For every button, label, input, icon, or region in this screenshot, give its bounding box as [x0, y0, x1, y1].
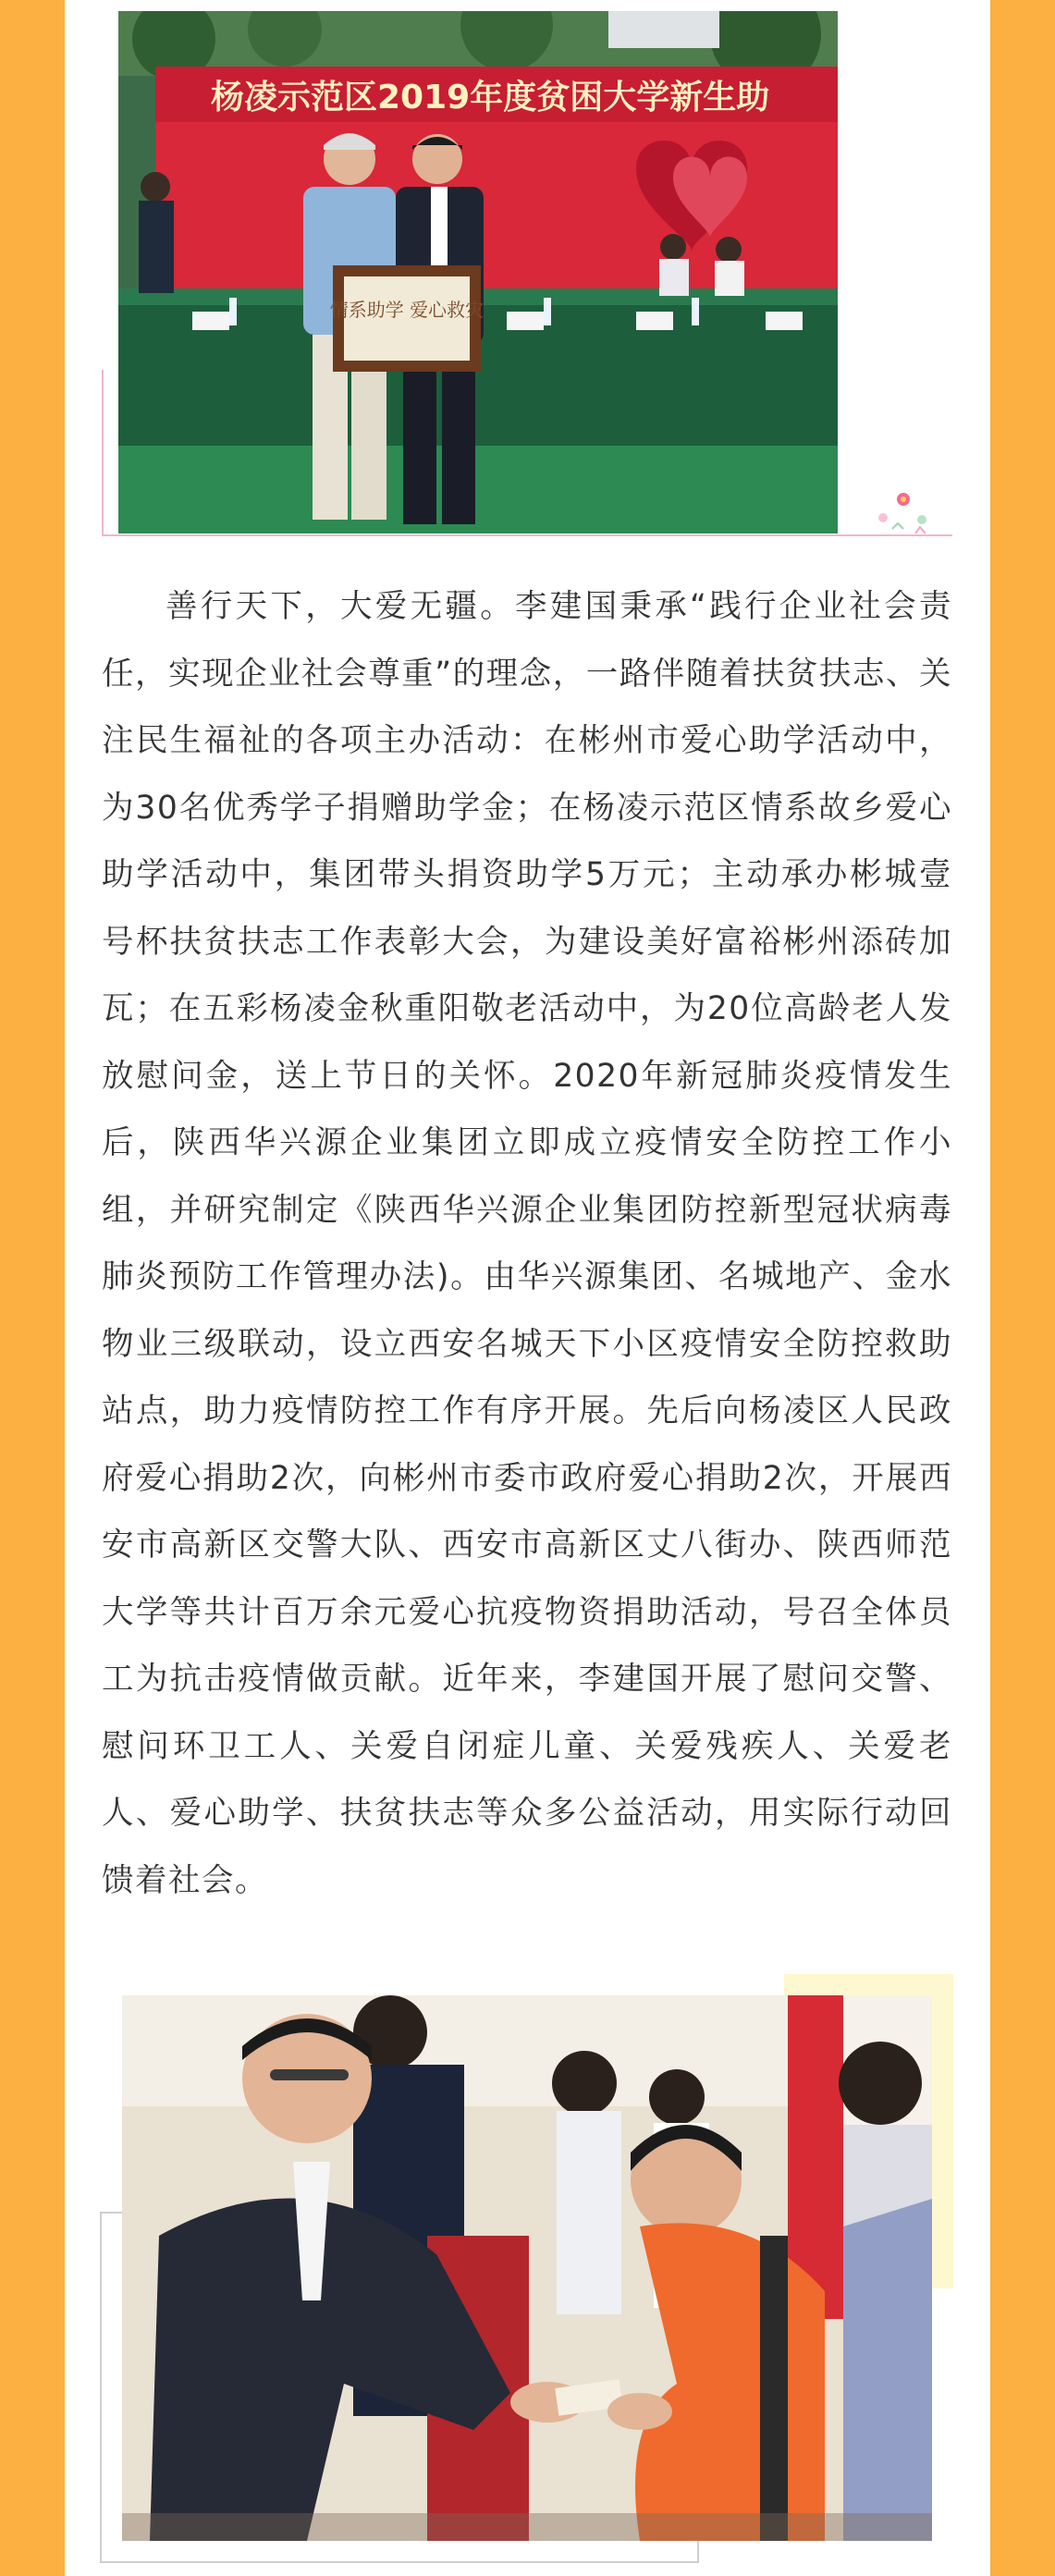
scholarship-handover-photo — [122, 1995, 932, 2541]
article-paragraph: 善行天下，大爱无疆。李建国秉承“践行企业社会责任，实现企业社会尊重”的理念，一路伴随着扶贫扶志、关注民生福祉的各项主办活动：在彬州市爱心助学活动中，为30名优秀学子捐赠助学金；在杨凌示范区情系故乡爱心助学活动中，集团带头捐资助学5万元；主动承办彬城壹号杯扶贫扶志工作表彰大会，为建设美好富裕彬州添砖加瓦；在五彩杨凌金秋重阳敬老活动中，为20位高龄老人发放慰问金，送上节日的关怀。2020年新冠肺炎疫情发生后，陕西华兴源企业集团立即成立疫情安全防控工作小组，并研究制定《陕西华兴源企业集团防控新型冠状病毒肺炎预防工作管理办法)。由华兴源集团、名城地产、金水物业三级联动，设立西安名城天下小区疫情安全防控救助站点，助力疫情防控工作有序开展。先后向杨凌区人民政府爱心捐助2次，向彬州市委市政府爱心捐助2次，开展西安市高新区交警大队、西安市高新区丈八街办、陕西师范大学等共计百万余元爱心抗疫物资捐助活动，号召全体员工为抗击疫情做贡献。近年来，李建国开展了慰问交警、慰问环卫工人、关爱自闭症儿童、关爱残疾人、关爱老人、爱心助学、扶贫扶志等众多公益活动，用实际行动回馈着社会。 — [102, 588, 952, 1899]
award-ceremony-photo — [118, 11, 838, 534]
award-ceremony-illustration — [118, 11, 838, 534]
flower-icon — [865, 483, 948, 538]
plaque-text: 情系助学 爱心救灾 — [329, 299, 485, 321]
banner-title: 杨凌示范区2019年度贫困大学新生助 — [211, 79, 770, 117]
scholarship-handover-illustration — [122, 1995, 932, 2541]
